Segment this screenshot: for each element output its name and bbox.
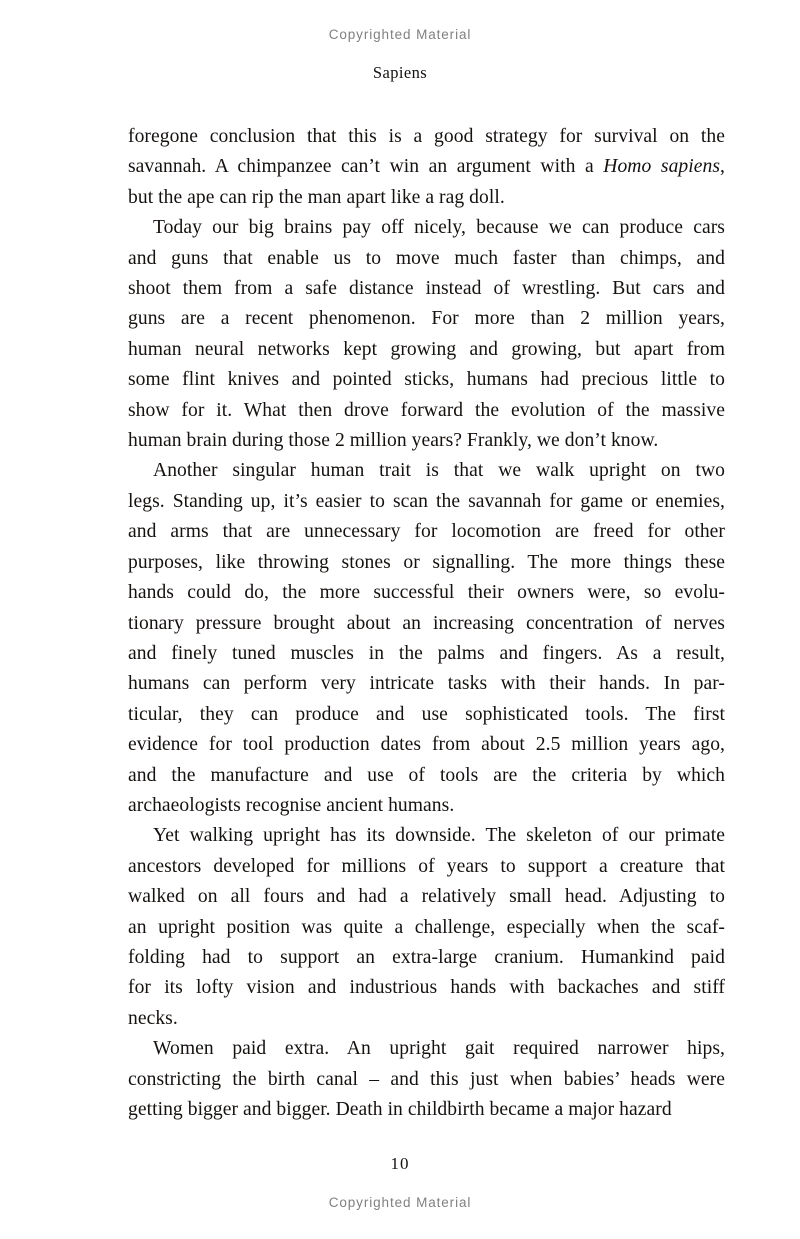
text-line: tionary pressure brought about an increasing concentration of nerves [128, 612, 725, 634]
paragraph [128, 821, 725, 1034]
running-head-title: Sapiens [372, 63, 428, 82]
copyright-watermark-bottom: Copyrighted Material [328, 1195, 472, 1210]
text-line: purposes, like throwing stones or signalling. The more things these [128, 551, 725, 573]
text-line: constricting the birth canal – and this just when babies’ heads were [128, 1068, 725, 1090]
text-line: and the manufacture and use of tools are the criteria by which [128, 764, 725, 786]
text-line: hands could do, the more successful their owners were, so evolu- [128, 582, 725, 604]
text-line: folding had to support an extra-large cranium. Humankind paid [128, 946, 725, 968]
body-text-block [128, 122, 725, 1125]
copyright-watermark-top: Copyrighted Material [328, 27, 472, 42]
text-line: guns are a recent phenomenon. For more than 2 million years, [128, 308, 725, 330]
text-line: evidence for tool production dates from about 2.5 million years ago, [128, 734, 725, 756]
text-line: and arms that are unnecessary for locomotion are freed for other [128, 521, 725, 543]
text-line: for its lofty vision and industrious hands with backaches and stiff [128, 977, 725, 999]
text-line: foregone conclusion that this is a good strategy for survival on the [128, 126, 725, 147]
line-punctuation: , [720, 156, 725, 178]
text-line: ticular, they can produce and use sophisticated tools. The first [128, 703, 725, 725]
text-line: humans can perform very intricate tasks with their hands. In par- [128, 673, 725, 695]
text-line: Women paid extra. An upright gait required narrower hips, [153, 1038, 725, 1060]
text-line: and guns that enable us to move much faster than chimps, and [128, 247, 725, 269]
text-line: getting bigger and bigger. Death in childbirth became a major hazard [128, 1099, 672, 1120]
text-line: shoot them from a safe distance instead of wrestling. But cars and [128, 278, 725, 300]
paragraph [128, 456, 725, 821]
text-line: necks. [128, 1007, 178, 1029]
text-line: Today our big brains pay off nicely, because we can produce cars [153, 217, 725, 239]
text-line: Another singular human trait is that we walk upright on two [153, 460, 725, 482]
text-line: but the ape can rip the man apart like a rag doll. [128, 186, 505, 208]
page-number: 10 [390, 1154, 410, 1173]
text-line: Yet walking upright has its downside. The skeleton of our primate [153, 825, 725, 847]
paragraph [128, 122, 725, 213]
text-line: archaeologists recognise ancient humans. [128, 794, 455, 816]
text-line: human brain during those 2 million years? Frankly, we don’t know. [128, 430, 659, 452]
text-line: show for it. What then drove forward the evolution of the massive [128, 399, 725, 421]
line-text: savannah. A chimpanzee can’t win an argument with a [128, 156, 604, 178]
text-line: some flint knives and pointed sticks, humans had precious little to [128, 369, 725, 391]
paragraph [128, 1034, 725, 1125]
text-line: an upright position was quite a challenge, especially when the scaf- [128, 916, 725, 938]
text-line: human neural networks kept growing and growing, but apart from [128, 338, 725, 360]
paragraph [128, 213, 725, 456]
text-line: walked on all fours and had a relatively small head. Adjusting to [128, 886, 725, 908]
text-line [128, 152, 725, 182]
text-line: ancestors developed for millions of years to support a creature that [128, 855, 725, 877]
italic-species-name: Homo sapiens [603, 156, 721, 178]
text-line: and finely tuned muscles in the palms and fingers. As a result, [128, 642, 725, 664]
text-line: legs. Standing up, it’s easier to scan the savannah for game or enemies, [128, 490, 725, 512]
